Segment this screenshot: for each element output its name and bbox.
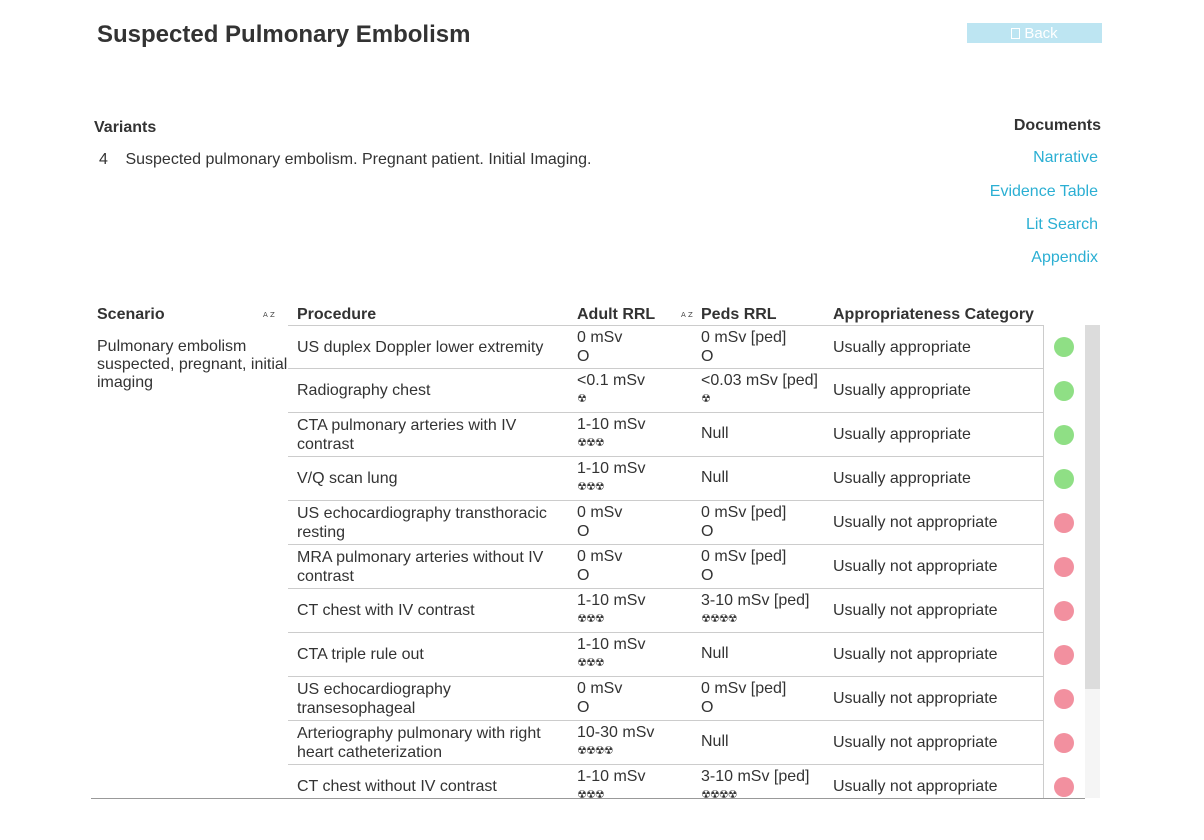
adult-rrl-cell [577, 503, 697, 541]
table-row[interactable] [288, 413, 1043, 457]
header-adult-rrl[interactable]: Adult RRL [577, 306, 656, 323]
peds-rrl-level: ☢☢☢☢ [701, 788, 737, 798]
appropriateness-text: Usually appropriate [833, 470, 971, 487]
results-table [91, 304, 1100, 798]
appropriateness-text: Usually not appropriate [833, 778, 998, 795]
not-appropriate-indicator-dot [1054, 557, 1074, 577]
adult-rrl-value: 0 mSv [577, 504, 623, 521]
scenario-sort-icon[interactable]: A Z [263, 311, 275, 319]
header-appropriateness[interactable]: Appropriateness Category [833, 306, 1034, 323]
back-label: Back [1024, 24, 1058, 42]
adult-rrl-level: ☢☢☢ [577, 788, 604, 798]
procedure-cell [297, 413, 562, 456]
not-appropriate-indicator-dot [1054, 513, 1074, 533]
table-row[interactable] [288, 589, 1043, 633]
lit-search-link[interactable]: Lit Search [1025, 216, 1098, 233]
peds-rrl-value: 0 mSv [ped] [701, 680, 787, 697]
not-appropriate-indicator-dot [1054, 645, 1074, 665]
appropriateness-cell [833, 633, 998, 676]
adult-rrl-cell [577, 767, 697, 798]
peds-rrl-level: O [701, 699, 714, 716]
table-row[interactable] [288, 457, 1043, 501]
appropriateness-text: Usually not appropriate [833, 734, 998, 751]
table-row[interactable] [288, 633, 1043, 677]
peds-rrl-cell [701, 767, 826, 798]
header-procedure[interactable]: Procedure [297, 306, 377, 323]
peds-rrl-value: Null [701, 424, 729, 442]
appropriateness-text: Usually not appropriate [833, 602, 998, 619]
peds-rrl-cell [701, 679, 826, 717]
peds-rrl-level: ☢☢☢☢ [701, 612, 737, 625]
procedure-name: US echocardiography transthoracic resting [297, 504, 547, 541]
adult-rrl-sort-icon[interactable]: A Z [681, 311, 693, 319]
procedure-name: V/Q scan lung [297, 470, 398, 487]
adult-rrl-cell [577, 415, 697, 452]
adult-rrl-value: 1-10 mSv [577, 592, 646, 609]
adult-rrl-cell [577, 723, 697, 760]
not-appropriate-indicator-dot [1054, 777, 1074, 797]
scrollbar-thumb[interactable] [1085, 325, 1100, 689]
table-divider [91, 798, 1085, 799]
variant-number: 4 [99, 151, 108, 168]
adult-rrl-level: ☢☢☢ [577, 436, 604, 449]
appropriateness-text: Usually not appropriate [833, 514, 998, 531]
adult-rrl-cell [577, 371, 697, 408]
adult-rrl-cell [577, 547, 697, 585]
appropriate-indicator-dot [1054, 337, 1074, 357]
documents-heading: Documents [1013, 117, 1101, 134]
not-appropriate-indicator-dot [1054, 689, 1074, 709]
adult-rrl-level: ☢ [577, 392, 586, 405]
peds-rrl-level: O [701, 523, 714, 540]
appropriateness-cell [833, 589, 998, 632]
table-row[interactable] [288, 721, 1043, 765]
peds-rrl-level: O [701, 567, 714, 584]
peds-rrl-cell [701, 457, 826, 497]
procedure-cell [297, 369, 562, 412]
adult-rrl-level: O [577, 699, 590, 716]
header-scenario[interactable]: Scenario [97, 306, 165, 323]
appropriateness-cell [833, 457, 971, 500]
appropriate-indicator-dot [1054, 425, 1074, 445]
peds-rrl-value: 0 mSv [ped] [701, 329, 787, 346]
adult-rrl-level: O [577, 348, 590, 365]
peds-rrl-value: Null [701, 732, 729, 750]
procedure-name: CTA triple rule out [297, 646, 424, 663]
appropriateness-indicators [1043, 325, 1083, 798]
procedure-name: Radiography chest [297, 382, 431, 399]
procedure-cell [297, 326, 562, 369]
evidence-table-link[interactable]: Evidence Table [989, 183, 1098, 200]
not-appropriate-indicator-dot [1054, 733, 1074, 753]
peds-rrl-cell [701, 721, 826, 761]
procedure-cell [297, 501, 562, 544]
peds-rrl-value: 0 mSv [ped] [701, 548, 787, 565]
appropriateness-text: Usually appropriate [833, 426, 971, 443]
appropriateness-cell [833, 721, 998, 764]
appropriate-indicator-dot [1054, 469, 1074, 489]
procedure-cell [297, 721, 562, 764]
adult-rrl-cell [577, 591, 697, 628]
appropriateness-cell [833, 326, 971, 369]
adult-rrl-level: O [577, 523, 590, 540]
procedure-cell [297, 633, 562, 676]
procedure-name: MRA pulmonary arteries without IV contrast [297, 548, 544, 585]
appropriateness-cell [833, 501, 998, 544]
table-row[interactable] [288, 545, 1043, 589]
appendix-link[interactable]: Appendix [1031, 249, 1098, 266]
appropriateness-cell [833, 545, 998, 588]
adult-rrl-value: 1-10 mSv [577, 416, 646, 433]
appropriate-indicator-dot [1054, 381, 1074, 401]
procedure-cell [297, 589, 562, 632]
peds-rrl-level: O [701, 348, 714, 365]
page-title: Suspected Pulmonary Embolism [97, 21, 471, 48]
peds-rrl-value: Null [701, 468, 729, 486]
adult-rrl-cell [577, 679, 697, 717]
appropriateness-cell [833, 765, 998, 798]
adult-rrl-cell [577, 459, 697, 496]
appropriateness-cell [833, 413, 971, 456]
not-appropriate-indicator-dot [1054, 601, 1074, 621]
peds-rrl-value: 3-10 mSv [ped] [701, 768, 810, 785]
variant-item[interactable] [97, 151, 591, 169]
procedure-name: US echocardiography transesophageal [297, 680, 451, 717]
peds-rrl-cell [701, 547, 826, 585]
table-row[interactable] [288, 501, 1043, 545]
peds-rrl-cell [701, 328, 826, 366]
adult-rrl-value: 0 mSv [577, 680, 623, 697]
table-row[interactable] [288, 677, 1043, 721]
appropriateness-cell [833, 369, 971, 412]
peds-rrl-value: 0 mSv [ped] [701, 504, 787, 521]
peds-rrl-value: <0.03 mSv [ped] [701, 372, 818, 389]
procedure-name: CTA pulmonary arteries with IV contrast [297, 416, 517, 453]
peds-rrl-cell [701, 413, 826, 453]
peds-rrl-cell [701, 633, 826, 673]
variant-text: Suspected pulmonary embolism. Pregnant patient. Initial Imaging. [125, 151, 592, 168]
adult-rrl-value: <0.1 mSv [577, 372, 646, 389]
table-row[interactable] [288, 765, 1043, 798]
appropriateness-text: Usually not appropriate [833, 646, 998, 663]
adult-rrl-cell [577, 328, 697, 366]
procedure-cell [297, 457, 562, 500]
table-row[interactable] [288, 369, 1043, 413]
peds-rrl-cell [701, 503, 826, 541]
adult-rrl-level: ☢☢☢ [577, 612, 604, 625]
peds-rrl-cell [701, 591, 826, 628]
procedure-name: US duplex Doppler lower extremity [297, 339, 544, 356]
adult-rrl-level: O [577, 567, 590, 584]
adult-rrl-level: ☢☢☢☢ [577, 744, 613, 757]
adult-rrl-value: 1-10 mSv [577, 768, 646, 785]
back-icon [1011, 28, 1020, 39]
adult-rrl-level: ☢☢☢ [577, 656, 604, 669]
adult-rrl-value: 10-30 mSv [577, 724, 655, 741]
appropriateness-text: Usually not appropriate [833, 558, 998, 575]
variants-heading: Variants [94, 119, 157, 136]
appropriateness-cell [833, 677, 998, 720]
scenario-cell: Pulmonary embolism suspected, pregnant, initial imaging [97, 338, 288, 391]
adult-rrl-value: 0 mSv [577, 548, 623, 565]
appropriateness-text: Usually not appropriate [833, 690, 998, 707]
procedure-name: Arteriography pulmonary with right heart catheterization [297, 724, 541, 761]
procedure-cell [297, 765, 562, 798]
peds-rrl-value: Null [701, 644, 729, 662]
table-row[interactable] [288, 325, 1043, 369]
adult-rrl-value: 1-10 mSv [577, 460, 646, 477]
procedure-name: CT chest without IV contrast [297, 778, 497, 795]
narrative-link[interactable]: Narrative [1033, 149, 1098, 166]
procedure-cell [297, 545, 562, 588]
adult-rrl-value: 1-10 mSv [577, 636, 646, 653]
peds-rrl-level: ☢ [701, 392, 710, 405]
appropriateness-text: Usually appropriate [833, 339, 971, 356]
adult-rrl-cell [577, 635, 697, 672]
procedure-cell [297, 677, 562, 720]
adult-rrl-level: ☢☢☢ [577, 480, 604, 493]
peds-rrl-value: 3-10 mSv [ped] [701, 592, 810, 609]
procedure-name: CT chest with IV contrast [297, 602, 475, 619]
header-peds-rrl[interactable]: Peds RRL [701, 306, 777, 323]
adult-rrl-value: 0 mSv [577, 329, 623, 346]
peds-rrl-cell [701, 371, 826, 408]
appropriateness-text: Usually appropriate [833, 382, 971, 399]
back-button[interactable] [967, 23, 1102, 43]
